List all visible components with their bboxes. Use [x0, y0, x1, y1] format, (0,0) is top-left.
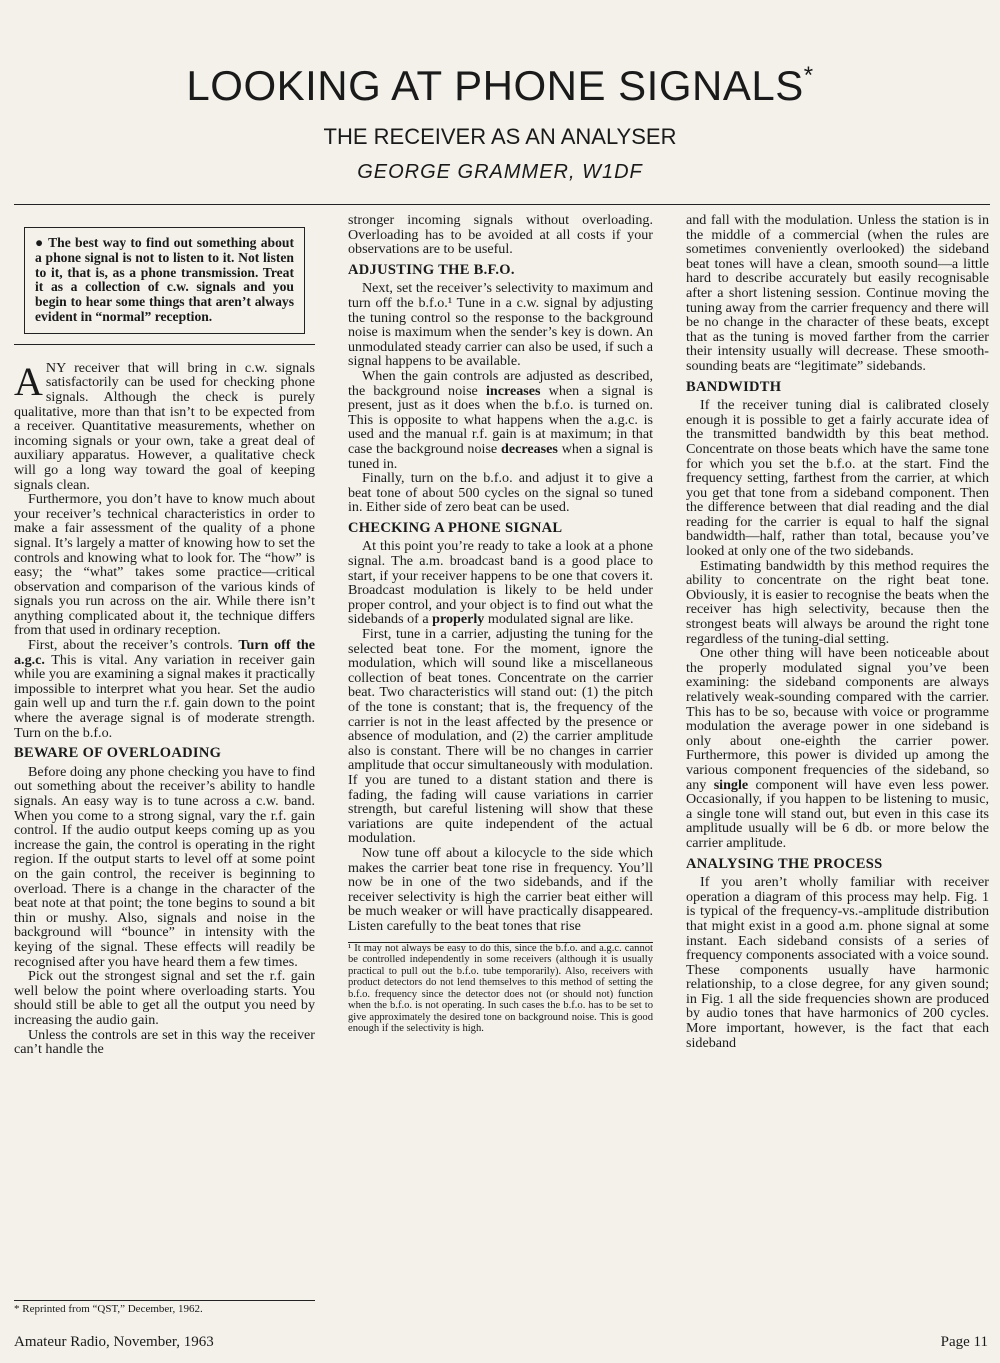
- bold-text: single: [713, 776, 749, 793]
- text: when a signal is tuned in.: [348, 440, 653, 472]
- paragraph: [348, 539, 653, 627]
- page-title: [0, 62, 1000, 110]
- section-heading: BEWARE OF OVERLOADING: [14, 745, 222, 762]
- footnote-text: ¹ It may not always be easy to do this, since the b.f.o. and a.g.c. cannot be controlled independently in some receivers (although it is usually practical to pull out the b.f.o. tube temporarily). Also, receivers with product detectors do not lend themselves to this method of setting the b.f.o. frequency since the detector does not (or should not) function when the b.f.o. is not operating. In such cases the b.f.o. has to be set to give approximately the desired tone on background noise. This is good enough if the selectivity is high.: [348, 942, 653, 1034]
- paragraph: Next, set the receiver’s selectivity to maximum and turn off the b.f.o.¹ Tune in a c.w. signal by adjusting the tuning control so the response to the background noise is maximum when the sender’s key is down. An unmodulated steady carrier can also be used, if such a signal happens to be available.: [348, 280, 653, 370]
- text: modulated signal are like.: [484, 611, 634, 628]
- paragraph: stronger incoming signals without overloading. Overloading has to be avoided at all costs if your observations are to be useful.: [348, 212, 653, 258]
- paragraph: Before doing any phone checking you have to find out something about the receiver’s ability to handle signals. An easy way is to tune across a c.w. band. When you come to a strong signal, vary the r.f. gain control. If the audio output keeps coming up as you increase the gain, the control is operating in the right region. If the output starts to level off at some point on the gain control, the receiver is beginning to overload. There is a change in the character of the beat note at that point; the tone begins to sound a bit thin or mushy. Also, signals and noise in the background will “bounce” in intensity with the keying of the signal. These effects will readily be recognised after you have heard them a few times.: [14, 763, 315, 970]
- text: First, about the receiver’s controls.: [28, 637, 239, 654]
- bold-text: decreases: [501, 440, 558, 457]
- paragraph-text: NY receiver that will bring in c.w. signals satisfactorily can be used for checking phone signals. Although the check is purely qualitative, more than that isn’t to be expected from a receiver. Quantitative measurements, whether on incoming signals or your own, take a great deal of auxiliary apparatus. However, a qualitative check will go a long way toward the goal of keeping signals clean.: [14, 359, 315, 493]
- text: when a signal is present, just as it does when the b.f.o. is turned on. This is opposite to what happens when the a.g.c. is used and the manual r.f. gain is at maximum; in that case the background noise: [348, 382, 653, 457]
- section-heading: ADJUSTING THE B.F.O.: [348, 261, 515, 278]
- drop-cap: A: [14, 358, 43, 404]
- paragraph: [14, 638, 315, 740]
- bold-text: increases: [485, 382, 541, 399]
- paragraph: Pick out the strongest signal and set the r.f. gain well below the point where overloading starts. You should still be able to get all the output you need by increasing the audio gain.: [14, 968, 315, 1028]
- paragraph: If you aren’t wholly familiar with receiver operation a diagram of this process may help. Fig. 1 is typical of the frequency-vs.-amplitude distribution that might exist in a good a.m. phone signal at some instant. Each sideband consists of a series of frequency components associated with a voice sound. These components usually have harmonic relationship, to a close degree, for any given sound; in Fig. 1 all the side frequencies shown are produced by audio tones that have harmonics of 200 cycles. More important, however, is the fact that each sideband: [686, 874, 989, 1051]
- paragraph: Finally, turn on the b.f.o. and adjust it to give a beat tone of about 500 cycles on the signal so tuned in. Either side of zero beat can be used.: [348, 470, 653, 516]
- paragraph: [14, 358, 315, 493]
- title-text: LOOKING AT PHONE SIGNALS: [186, 62, 804, 109]
- reprint-note: * Reprinted from “QST,” December, 1962.: [14, 1300, 315, 1315]
- page-number: Page 11: [940, 1334, 988, 1350]
- intro-box: ● The best way to find out something about a phone signal is not to listen to it. Not listen to it, that is, as a phone transmission. Treat it as a collection of c.w. signals and you begin to hear some things that aren’t always evident in “normal” reception.: [24, 227, 305, 334]
- intro-divider: [14, 344, 315, 345]
- text: component will have even less power. Occasionally, if you happen to be listening to music, a single tone will stand out, but even in this case its amplitude usually will be 6 db. or more below the carrier amplitude.: [686, 776, 989, 851]
- publication-footer: Amateur Radio, November, 1963: [14, 1334, 214, 1350]
- section-heading: BANDWIDTH: [686, 378, 782, 395]
- author-byline: GEORGE GRAMMER, W1DF: [357, 161, 643, 183]
- paragraph: First, tune in a carrier, adjusting the tuning for the selected beat tone. For the moment, ignore the modulation, which will sound like a miscellaneous collection of beat tones. Concentrate on the carrier beat. Two characteristics will stand out: (1) the pitch of the tone is constant; that is, the frequency of the carrier is not in the least affected by the presence or absence of modulation, and (2) the carrier amplitude also is constant. There will be no changes in carrier amplitude that occur simultaneously with modulation. If you are tuned to a distant station and there is fading, the fading will cause variations in carrier strength, but careful listening will show that these variations are quite independent of the actual modulation.: [348, 626, 653, 847]
- paragraph: Unless the controls are set in this way the receiver can’t handle the: [14, 1026, 315, 1058]
- footnote: [348, 943, 653, 1035]
- column-1: [14, 213, 315, 1057]
- section-heading: CHECKING A PHONE SIGNAL: [348, 519, 563, 536]
- paragraph: If the receiver tuning dial is calibrated closely enough it is possible to get a fairly accurate idea of the transmitted bandwidth by this beat method. Concentrate on those beats which have the same tone for which you set the b.f.o. at the start. Find the frequency setting, farthest from the carrier, at which you get that tone from a sideband component. Then the difference between that dial reading and the dial reading for the carrier is equal to half the signal bandwidth—half, rather than total, because you’ve looked at only one of the two sidebands.: [686, 397, 989, 560]
- header-divider: [14, 204, 990, 205]
- paragraph: Estimating bandwidth by this method requires the ability to concentrate on the right beat tone. Obviously, it is easier to recognise the beats when the receiver has high selectivity, because then the strongest beats will always be around the right tone regardless of the tuning-dial setting.: [686, 557, 989, 647]
- paragraph: [686, 646, 989, 850]
- text: This is vital. Any variation in receiver gain while you are examining a signal makes it practically impossible to interpret what you hear. Set the audio gain well up and turn the r.f. gain down to the point where the average signal is of moderate strength. Turn on the b.f.o.: [14, 651, 315, 741]
- subtitle: THE RECEIVER AS AN ANALYSER: [323, 124, 677, 149]
- section-heading: ANALYSING THE PROCESS: [686, 855, 883, 872]
- bold-text: Turn off the a.g.c.: [14, 637, 315, 668]
- column-2: [348, 213, 653, 1035]
- text: At this point you’re ready to take a look at a phone signal. The a.m. broadcast band is a good place to start, if your receiver happens to be one that covers it. Broadcast modulation is likely to be held under proper control, and your object is to find out what the sidebands of a: [348, 538, 653, 628]
- bold-text: properly: [432, 611, 485, 628]
- paragraph: [348, 369, 653, 471]
- paragraph: Furthermore, you don’t have to know much about your receiver’s technical characteristics in order to make a fair assessment of the quality of a phone signal. It’s largely a matter of knowing how to set the controls and knowing what to look for. The “how” is easy; the “what” takes some practice—critical observation and comparison of the various kinds of signals you run across on the air. While there isn’t anything complicated about it, the technique differs from that used in ordinary reception.: [14, 491, 315, 639]
- column-3: [686, 213, 989, 1050]
- text: When the gain controls are adjusted as described, the background noise: [348, 367, 653, 399]
- paragraph: Now tune off about a kilocycle to the side which makes the carrier beat tone rise in frequency. You’ll now be in one of the two sidebands, and if the receiver selectivity is high the carrier beat either will be much weaker or will have practically disappeared. Listen carefully to the beat tones that rise: [348, 844, 653, 934]
- text: One other thing will have been noticeable about the properly modulated signal you’ve been examining: the sideband components are always relatively weak-sounding compared with the carrier. This has to be so, because with voice or programme modulation the average power in one sideband is only about one-eighth the carrier power. Furthermore, this power is divided up among the various component frequencies of the sideband, so any: [686, 645, 989, 793]
- paragraph: and fall with the modulation. Unless the station is in the middle of a commercial (when the rules are sometimes conveniently overlooked) the sideband beat tones will have a clean, smooth sound—a little hard to describe accurately but easily recognisable after a short listening session. Continue moving the tuning away from the carrier frequency and there will be no change in the character of these beats, except that as the tuning is moved farther from the carrier their intensity usually will decrease. These smooth-sounding beats are “legitimate” sidebands.: [686, 212, 989, 374]
- title-footnote-mark: *: [803, 62, 814, 89]
